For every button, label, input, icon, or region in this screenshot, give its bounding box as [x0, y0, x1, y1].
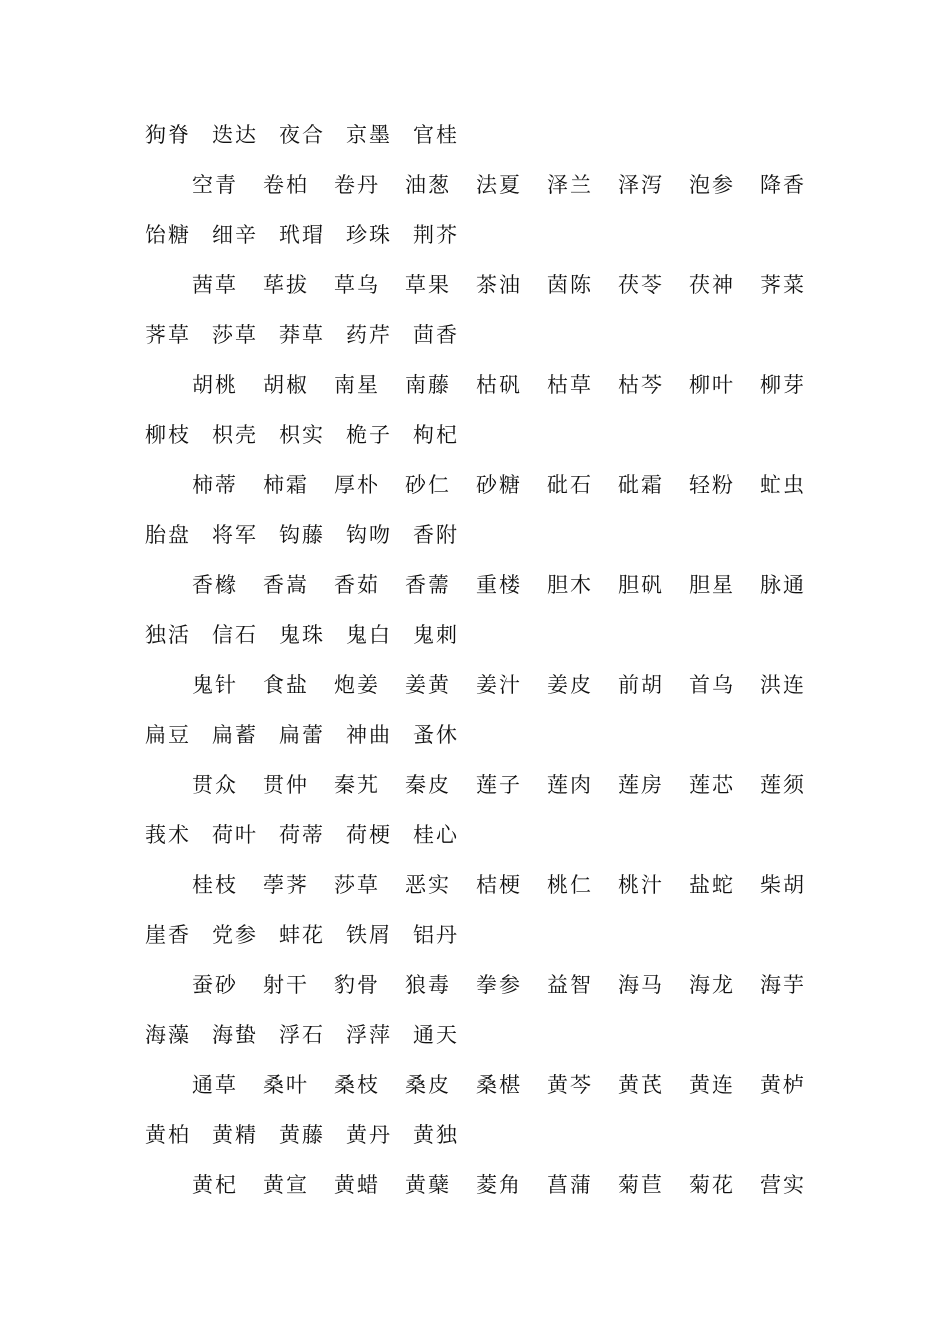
- herb-name: 枯芩: [618, 373, 664, 397]
- herb-name: 荠草: [145, 323, 191, 347]
- herb-name: 官桂: [413, 123, 459, 147]
- herb-name: 法夏: [476, 173, 522, 197]
- herb-name: 茯神: [689, 273, 735, 297]
- herb-name: 柳枝: [145, 423, 191, 447]
- herb-name: 荷叶: [212, 823, 258, 847]
- herb-name: 黄宣: [263, 1173, 309, 1197]
- herb-name: 海龙: [689, 973, 735, 997]
- herb-name: 柿蒂: [192, 473, 238, 497]
- herb-name: 黄蜡: [334, 1173, 380, 1197]
- herb-name: 黄杞: [192, 1173, 238, 1197]
- herb-name: 菖蒲: [547, 1173, 593, 1197]
- herb-name: 荷蒂: [279, 823, 325, 847]
- herb-name: 鬼刺: [413, 623, 459, 647]
- herb-name: 莪术: [145, 823, 191, 847]
- herb-name: 柿霜: [263, 473, 309, 497]
- herb-line: [0, 568, 950, 602]
- herb-line: [0, 368, 950, 402]
- herb-name: 秦皮: [405, 773, 451, 797]
- herb-name: 黄藤: [279, 1123, 325, 1147]
- herb-name: 柳叶: [689, 373, 735, 397]
- herb-name: 菊花: [689, 1173, 735, 1197]
- herb-name: 草果: [405, 273, 451, 297]
- herb-name: 泡参: [689, 173, 735, 197]
- herb-name: 胆矾: [618, 573, 664, 597]
- herb-name: 铁屑: [346, 923, 392, 947]
- herb-name: 黄芩: [547, 1073, 593, 1097]
- herb-name: 海马: [618, 973, 664, 997]
- herb-name: 前胡: [618, 673, 664, 697]
- herb-line: [0, 1118, 950, 1152]
- herb-name: 重楼: [476, 573, 522, 597]
- herb-name: 脉通: [760, 573, 806, 597]
- herb-name: 海蛰: [212, 1023, 258, 1047]
- herb-name: 香茹: [334, 573, 380, 597]
- herb-name: 桅子: [346, 423, 392, 447]
- herb-name: 药芹: [346, 323, 392, 347]
- herb-line: [0, 818, 950, 852]
- herb-name: 蚕砂: [192, 973, 238, 997]
- herb-name: 香嵩: [263, 573, 309, 597]
- herb-line: [0, 668, 950, 702]
- herb-name: 豹骨: [334, 973, 380, 997]
- herb-name: 通天: [413, 1023, 459, 1047]
- herb-name: 黄蘖: [405, 1173, 451, 1197]
- herb-name: 菊苣: [618, 1173, 664, 1197]
- herb-name: 黄芪: [618, 1073, 664, 1097]
- herb-name: 夜合: [279, 123, 325, 147]
- herb-name: 鬼白: [346, 623, 392, 647]
- herb-name: 党参: [212, 923, 258, 947]
- herb-name: 黄独: [413, 1123, 459, 1147]
- herb-name: 南藤: [405, 373, 451, 397]
- herb-name: 姜皮: [547, 673, 593, 697]
- herb-name: 枯矾: [476, 373, 522, 397]
- herb-name: 胡椒: [263, 373, 309, 397]
- herb-name: 黄连: [689, 1073, 735, 1097]
- herb-name: 虻虫: [760, 473, 806, 497]
- herb-name: 海芋: [760, 973, 806, 997]
- herb-name: 浮萍: [346, 1023, 392, 1047]
- herb-name: 桃汁: [618, 873, 664, 897]
- herb-name: 南星: [334, 373, 380, 397]
- herb-line: [0, 468, 950, 502]
- herb-name: 钩藤: [279, 523, 325, 547]
- herb-name: 茜草: [192, 273, 238, 297]
- herb-name: 狼毒: [405, 973, 451, 997]
- herb-name: 钩吻: [346, 523, 392, 547]
- herb-name: 荸荠: [263, 873, 309, 897]
- herb-name: 桑椹: [476, 1073, 522, 1097]
- herb-name: 枳实: [279, 423, 325, 447]
- herb-name: 玳瑁: [279, 223, 325, 247]
- herb-name: 黄栌: [760, 1073, 806, 1097]
- herb-name: 信石: [212, 623, 258, 647]
- herb-line: [0, 1018, 950, 1052]
- herb-line: [0, 418, 950, 452]
- herb-line: [0, 518, 950, 552]
- herb-name: 神曲: [346, 723, 392, 747]
- herb-name: 炮姜: [334, 673, 380, 697]
- herb-name: 崖香: [145, 923, 191, 947]
- herb-name: 莲子: [476, 773, 522, 797]
- herb-name: 莲芯: [689, 773, 735, 797]
- herb-name: 胆木: [547, 573, 593, 597]
- herb-line: [0, 1068, 950, 1102]
- herb-line: [0, 218, 950, 252]
- herb-name: 桔梗: [476, 873, 522, 897]
- herb-line: [0, 768, 950, 802]
- herb-name: 贯仲: [263, 773, 309, 797]
- herb-name: 京墨: [346, 123, 392, 147]
- herb-name: 荜拔: [263, 273, 309, 297]
- herb-name: 洪连: [760, 673, 806, 697]
- herb-line: [0, 268, 950, 302]
- herb-name: 贯众: [192, 773, 238, 797]
- herb-name: 蚤休: [413, 723, 459, 747]
- herb-name: 菱角: [476, 1173, 522, 1197]
- herb-name: 迭达: [212, 123, 258, 147]
- herb-name: 食盐: [263, 673, 309, 697]
- herb-name: 卷丹: [334, 173, 380, 197]
- herb-name: 茶油: [476, 273, 522, 297]
- herb-name: 荠菜: [760, 273, 806, 297]
- herb-name: 柴胡: [760, 873, 806, 897]
- herb-name: 砒石: [547, 473, 593, 497]
- herb-name: 胎盘: [145, 523, 191, 547]
- herb-name: 莽草: [279, 323, 325, 347]
- herb-name: 油葱: [405, 173, 451, 197]
- herb-line: [0, 118, 950, 152]
- herb-name: 砂糖: [476, 473, 522, 497]
- herb-name: 桂枝: [192, 873, 238, 897]
- herb-name: 厚朴: [334, 473, 380, 497]
- herb-line: [0, 318, 950, 352]
- herb-line: [0, 868, 950, 902]
- herb-name: 浮石: [279, 1023, 325, 1047]
- herb-name: 将军: [212, 523, 258, 547]
- herb-name: 鬼针: [192, 673, 238, 697]
- herb-name: 盐蛇: [689, 873, 735, 897]
- herb-name: 胡桃: [192, 373, 238, 397]
- herb-name: 香橼: [192, 573, 238, 597]
- herb-name: 莲须: [760, 773, 806, 797]
- herb-name: 轻粉: [689, 473, 735, 497]
- herb-name: 桂心: [413, 823, 459, 847]
- herb-name: 草乌: [334, 273, 380, 297]
- herb-line: [0, 1168, 950, 1202]
- herb-name: 首乌: [689, 673, 735, 697]
- herb-name: 桑叶: [263, 1073, 309, 1097]
- herb-name: 砒霜: [618, 473, 664, 497]
- herb-name: 荆芥: [413, 223, 459, 247]
- herb-name: 枯草: [547, 373, 593, 397]
- herb-line: [0, 968, 950, 1002]
- herb-name: 黄精: [212, 1123, 258, 1147]
- herb-name: 莎草: [212, 323, 258, 347]
- herb-name: 恶实: [405, 873, 451, 897]
- herb-name: 桃仁: [547, 873, 593, 897]
- herb-name: 鬼珠: [279, 623, 325, 647]
- herb-name: 拳参: [476, 973, 522, 997]
- herb-name: 桑枝: [334, 1073, 380, 1097]
- herb-name: 茴香: [413, 323, 459, 347]
- herb-name: 细辛: [212, 223, 258, 247]
- herb-name: 柳芽: [760, 373, 806, 397]
- herb-line: [0, 168, 950, 202]
- herb-name: 通草: [192, 1073, 238, 1097]
- herb-name: 茯苓: [618, 273, 664, 297]
- herb-name: 黄柏: [145, 1123, 191, 1147]
- herb-name: 海藻: [145, 1023, 191, 1047]
- herb-name: 黄丹: [346, 1123, 392, 1147]
- herb-name: 荷梗: [346, 823, 392, 847]
- herb-name: 茵陈: [547, 273, 593, 297]
- herb-name: 莎草: [334, 873, 380, 897]
- herb-name: 桑皮: [405, 1073, 451, 1097]
- herb-name: 空青: [192, 173, 238, 197]
- herb-name: 蚌花: [279, 923, 325, 947]
- herb-name: 降香: [760, 173, 806, 197]
- herb-name: 枸杞: [413, 423, 459, 447]
- herb-name: 卷柏: [263, 173, 309, 197]
- herb-name: 益智: [547, 973, 593, 997]
- herb-name: 狗脊: [145, 123, 191, 147]
- herb-name: 珍珠: [346, 223, 392, 247]
- herb-name: 泽泻: [618, 173, 664, 197]
- herb-name: 扁蓄: [212, 723, 258, 747]
- herb-name: 香附: [413, 523, 459, 547]
- herb-name: 独活: [145, 623, 191, 647]
- herb-name: 扁蕾: [279, 723, 325, 747]
- herb-name: 射干: [263, 973, 309, 997]
- herb-line: [0, 618, 950, 652]
- herb-name: 秦艽: [334, 773, 380, 797]
- herb-name: 饴糖: [145, 223, 191, 247]
- herb-name: 砂仁: [405, 473, 451, 497]
- herb-line: [0, 718, 950, 752]
- herb-name: 泽兰: [547, 173, 593, 197]
- herb-name: 扁豆: [145, 723, 191, 747]
- herb-line: [0, 918, 950, 952]
- herb-name: 营实: [760, 1173, 806, 1197]
- herb-name: 胆星: [689, 573, 735, 597]
- herb-name: 姜汁: [476, 673, 522, 697]
- herb-name: 莲房: [618, 773, 664, 797]
- herb-name: 姜黄: [405, 673, 451, 697]
- herb-name: 枳壳: [212, 423, 258, 447]
- herb-name: 香薷: [405, 573, 451, 597]
- herb-name: 莲肉: [547, 773, 593, 797]
- herb-name: 铝丹: [413, 923, 459, 947]
